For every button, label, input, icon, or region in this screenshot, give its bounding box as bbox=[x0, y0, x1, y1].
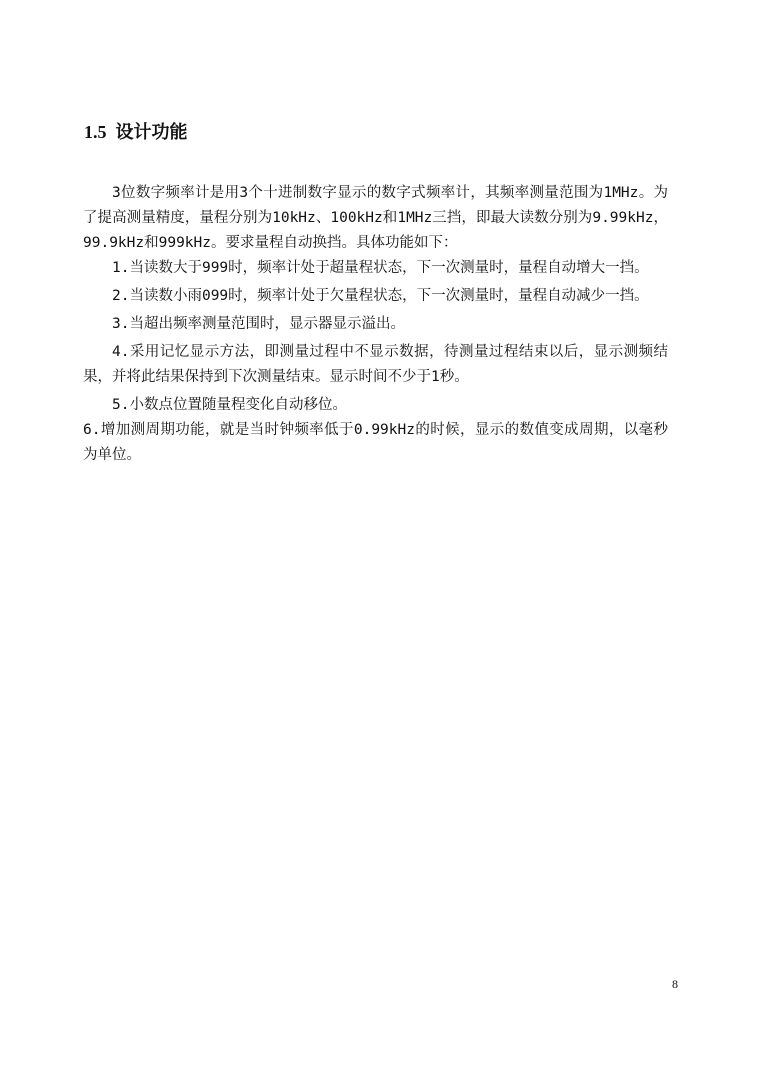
function-item-2: 2.当读数小雨099时，频率计处于欠量程状态，下一次测量时，量程自动减少一挡。 bbox=[112, 288, 649, 304]
page-number: 8 bbox=[672, 977, 678, 991]
function-item-6: 6.增加测周期功能，就是当时钟频率低于0.99kHz的时候，显示的数值变成周期，以毫秒为单位。 bbox=[83, 422, 668, 463]
intro-paragraph: 3位数字频率计是用3个十进制数字显示的数字式频率计，其频率测量范围为1MHz。为了提高测量精度，量程分别为10kHz、100kHz和1MHz三挡，即最大读数分别为9.99kHz，99.9kHz和999kHz。要求量程自动换挡。具体功能如下： bbox=[83, 185, 668, 251]
function-item-4: 4.采用记忆显示方法，即测量过程中不显示数据，待测量过程结束以后，显示测频结果，并将此结果保持到下次测量结束。显示时间不少于1秒。 bbox=[83, 344, 668, 385]
function-item-1: 1.当读数大于999时，频率计处于超量程状态，下一次测量时，量程自动增大一挡。 bbox=[112, 260, 649, 276]
function-item-3: 3.当超出频率测量范围时，显示器显示溢出。 bbox=[112, 316, 405, 332]
section-body bbox=[83, 181, 668, 468]
section-number: 1.5 bbox=[84, 122, 107, 142]
section-title: 设计功能 bbox=[115, 122, 188, 142]
function-item-5: 5.小数点位置随量程变化自动移位。 bbox=[112, 397, 347, 413]
section-heading bbox=[84, 119, 188, 145]
